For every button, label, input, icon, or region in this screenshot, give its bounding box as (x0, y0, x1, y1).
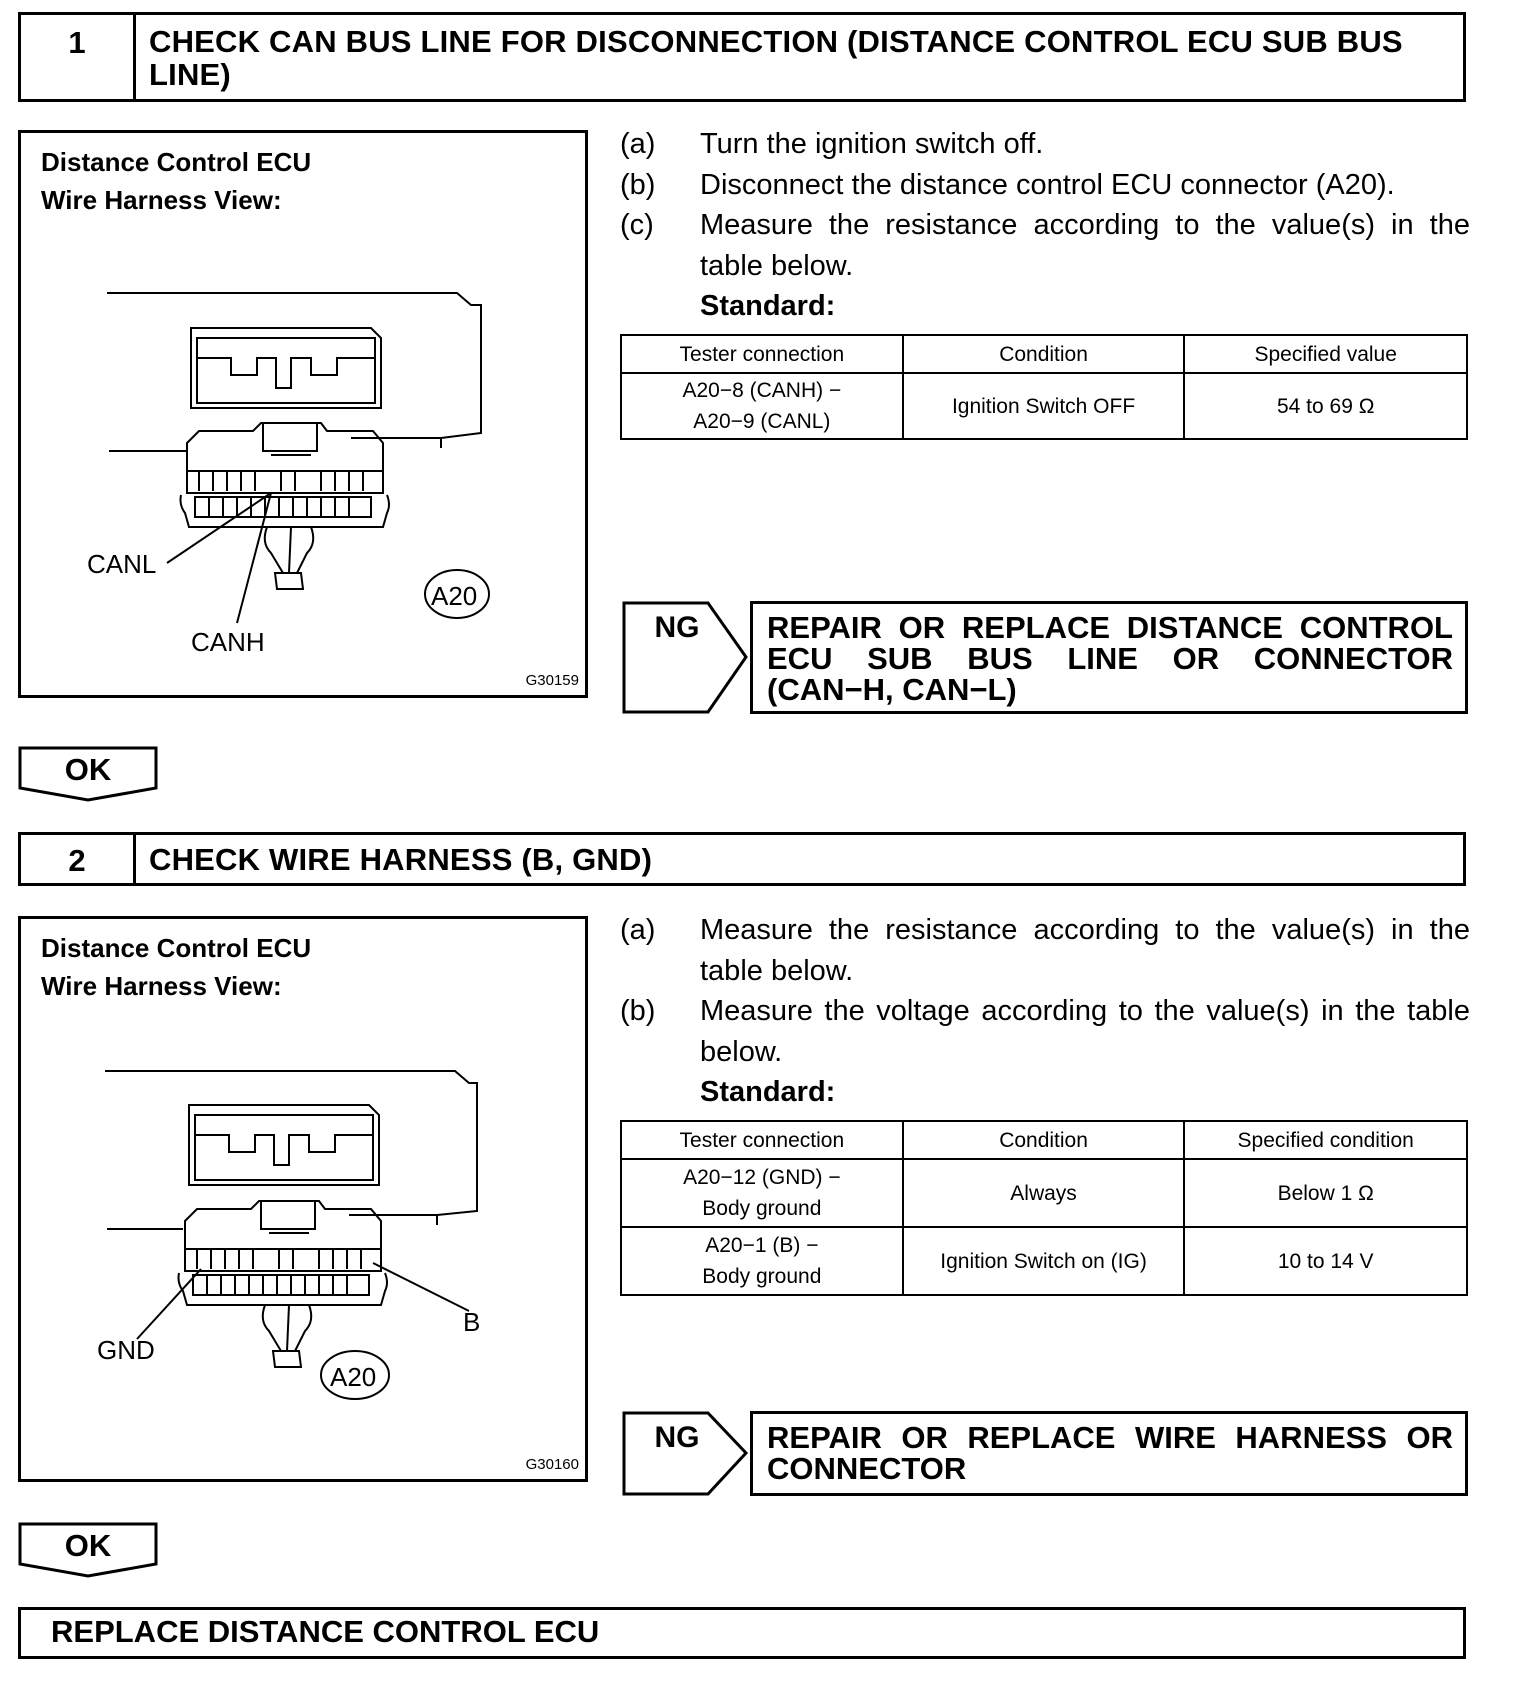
step2-instructions (620, 910, 1470, 1113)
table-header: Tester connection (621, 1121, 903, 1159)
table-cell-value: Below 1 Ω (1184, 1159, 1467, 1227)
step2-ng-arrow (622, 1411, 752, 1496)
step2-header (18, 832, 1466, 886)
step1-title: CHECK CAN BUS LINE FOR DISCONNECTION (DISTANCE CONTROL ECU SUB BUS LINE) (149, 24, 1403, 92)
table-cell-value: 10 to 14 V (1184, 1227, 1467, 1295)
step2-connector-drawing (21, 919, 585, 1479)
step2-connector-badge: A20 (330, 1362, 377, 1392)
step2-instruction-a: (a) Measure the resistance according to the value(s) in the table below. (620, 914, 1470, 987)
step1-standard-label: Standard: (700, 290, 836, 322)
step1-connector-drawing (21, 133, 585, 695)
table-header: Condition (903, 1121, 1185, 1159)
table-cell-condition: Always (903, 1159, 1185, 1227)
table-header: Tester connection (621, 335, 903, 373)
step1-ok-arrow (18, 746, 158, 802)
step2-ok-arrow (18, 1522, 158, 1578)
table-header: Condition (903, 335, 1185, 373)
step1-figure-id: G30159 (525, 672, 579, 689)
step1-instruction-c: (c) Measure the resistance according to the value(s) in the table below. (620, 209, 1470, 282)
table-cell-condition: Ignition Switch OFF (903, 373, 1185, 439)
step1-label-canh: CANH (191, 627, 265, 657)
table-header-row (621, 1121, 1467, 1159)
step2-standard-label: Standard: (700, 1076, 836, 1108)
table-row (621, 373, 1467, 439)
step1-figure (18, 130, 588, 698)
step1-ng-arrow (622, 601, 752, 714)
step2-ok-label: OK (64, 1528, 112, 1563)
step2-figure-id: G30160 (525, 1456, 579, 1473)
table-cell-connection: A20−12 (GND) − Body ground (621, 1159, 903, 1227)
step1-instruction-b: (b) Disconnect the distance control ECU connector (A20). (620, 168, 1395, 201)
table-header: Specified value (1184, 335, 1467, 373)
table-row (621, 1159, 1467, 1227)
table-header: Specified condition (1184, 1121, 1467, 1159)
step1-number: 1 (21, 15, 136, 99)
final-action-box: REPLACE DISTANCE CONTROL ECU (18, 1607, 1466, 1659)
table-cell-condition: Ignition Switch on (IG) (903, 1227, 1185, 1295)
step2-ng-label: NG (654, 1421, 700, 1454)
table-header-row (621, 335, 1467, 373)
table-cell-value: 54 to 69 Ω (1184, 373, 1467, 439)
table-cell-connection: A20−8 (CANH) − A20−9 (CANL) (621, 373, 903, 439)
step1-ng-label: NG (654, 611, 700, 644)
step1-instructions (620, 124, 1470, 327)
step1-spec-table (620, 334, 1468, 440)
step1-connector-badge: A20 (431, 581, 478, 611)
step2-label-gnd: GND (97, 1335, 155, 1365)
step2-caption-line1: Distance Control ECU (41, 933, 312, 963)
step1-ng-result: REPAIR OR REPLACE DISTANCE CONTROL ECU SUB BUS LINE OR CONNECTOR (CAN−H, CAN−L) (750, 601, 1468, 714)
step2-figure (18, 916, 588, 1482)
step2-instruction-b: (b) Measure the voltage according to the value(s) in the table below. (620, 995, 1470, 1068)
step1-instruction-a: (a) Turn the ignition switch off. (620, 128, 1044, 160)
step1-ok-label: OK (64, 752, 112, 787)
step2-spec-table (620, 1120, 1468, 1296)
table-cell-connection: A20−1 (B) − Body ground (621, 1227, 903, 1295)
step2-ng-result: REPAIR OR REPLACE WIRE HARNESS OR CONNECTOR (750, 1411, 1468, 1496)
step1-label-canl: CANL (87, 549, 157, 579)
step2-title: CHECK WIRE HARNESS (B, GND) (149, 842, 653, 877)
step2-number: 2 (21, 835, 136, 883)
table-row (621, 1227, 1467, 1295)
step1-caption-line2: Wire Harness View: (41, 185, 282, 215)
step2-label-b: B (463, 1307, 481, 1337)
step1-header (18, 12, 1466, 102)
step1-caption-line1: Distance Control ECU (41, 147, 312, 177)
step2-caption-line2: Wire Harness View: (41, 971, 282, 1001)
